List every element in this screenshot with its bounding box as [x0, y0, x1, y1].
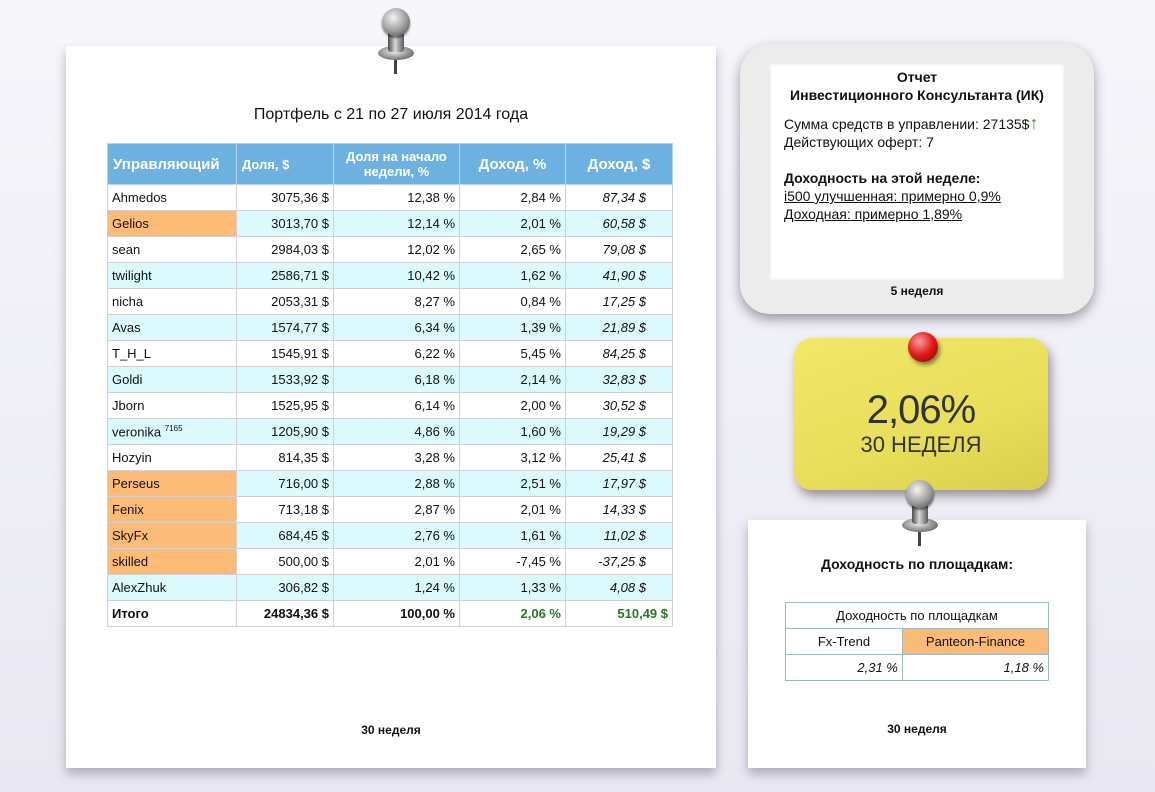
report-funds-line — [770, 114, 1064, 133]
portfolio-table — [107, 143, 673, 627]
cell-share: 684,45 $ — [237, 523, 334, 549]
cell-name — [108, 497, 237, 523]
platform-caption: Доходность по площадкам — [786, 603, 1049, 629]
manager-name: twilight — [112, 268, 152, 283]
cell-yield: 1,33 % — [460, 575, 566, 601]
platform-table — [785, 602, 1049, 681]
portfolio-sheet — [66, 46, 716, 768]
cell-share: 716,00 $ — [237, 471, 334, 497]
cell-yield: 2,01 % — [460, 211, 566, 237]
total-start: 100,00 % — [334, 601, 460, 627]
cell-start: 6,34 % — [334, 315, 460, 341]
cell-income: 17,25 $ — [566, 289, 673, 315]
col-header-income-usd: Доход, $ — [566, 144, 673, 185]
note-value: 2,06% — [866, 388, 976, 432]
manager-name: AlexZhuk — [112, 580, 167, 595]
table-total-row — [108, 601, 673, 627]
table-row — [108, 315, 673, 341]
report-income-line: Доходная: примерно 1,89% — [784, 206, 963, 222]
manager-name: Perseus — [112, 476, 160, 491]
platform-week-label: 30 неделя — [887, 722, 947, 736]
platform-title: Доходность по площадкам: — [820, 556, 1014, 572]
cell-share: 3075,36 $ — [237, 185, 334, 211]
cell-yield: -7,45 % — [460, 549, 566, 575]
cell-start: 2,01 % — [334, 549, 460, 575]
cell-income: 25,41 $ — [566, 445, 673, 471]
cell-yield: 1,60 % — [460, 419, 566, 445]
cell-share: 1205,90 $ — [237, 419, 334, 445]
cell-income: 79,08 $ — [566, 237, 673, 263]
total-name: Итого — [108, 601, 237, 627]
table-row — [108, 341, 673, 367]
manager-name: Fenix — [112, 502, 144, 517]
pushpin-icon — [374, 8, 418, 76]
manager-name: T_H_L — [112, 346, 152, 361]
cell-yield: 2,01 % — [460, 497, 566, 523]
report-title-2: Инвестиционного Консультанта (ИК) — [790, 87, 1044, 103]
table-row — [108, 445, 673, 471]
cell-name — [108, 393, 237, 419]
manager-name: skilled — [112, 554, 149, 569]
cell-income: 60,58 $ — [566, 211, 673, 237]
cell-income: -37,25 $ — [566, 549, 673, 575]
cell-income: 4,08 $ — [566, 575, 673, 601]
manager-name: Goldi — [112, 372, 143, 387]
total-yield: 2,06 % — [460, 601, 566, 627]
report-funds: Сумма средств в управлении: 27135$ — [784, 116, 1030, 132]
cell-income: 17,97 $ — [566, 471, 673, 497]
table-row — [108, 549, 673, 575]
table-row — [108, 419, 673, 445]
table-row — [108, 471, 673, 497]
cell-yield: 2,51 % — [460, 471, 566, 497]
cell-name — [108, 471, 237, 497]
cell-share: 2053,31 $ — [237, 289, 334, 315]
manager-name: Gelios — [112, 216, 149, 231]
manager-name: Hozyin — [112, 450, 152, 465]
cell-name — [108, 211, 237, 237]
manager-name: SkyFx — [112, 528, 149, 543]
cell-income: 21,89 $ — [566, 315, 673, 341]
cell-start: 6,18 % — [334, 367, 460, 393]
cell-yield: 1,61 % — [460, 523, 566, 549]
cell-yield: 0,84 % — [460, 289, 566, 315]
cell-name — [108, 419, 237, 445]
up-arrow-icon: ↑ — [1029, 113, 1039, 133]
col-header-yield-percent: Доход, % — [460, 144, 566, 185]
report-week-yield-title: Доходность на этой неделе: — [784, 170, 981, 186]
cell-yield: 2,65 % — [460, 237, 566, 263]
cell-start: 4,86 % — [334, 419, 460, 445]
report-title-1: Отчет — [896, 69, 938, 85]
platform-value-fxtrend: 2,31 % — [786, 655, 903, 681]
platform-name-fxtrend: Fx-Trend — [786, 629, 903, 655]
cell-start: 8,27 % — [334, 289, 460, 315]
table-row — [108, 497, 673, 523]
cell-start: 10,42 % — [334, 263, 460, 289]
cell-name — [108, 575, 237, 601]
total-share: 24834,36 $ — [237, 601, 334, 627]
cell-name — [108, 445, 237, 471]
report-week-label: 5 неделя — [890, 284, 944, 298]
portfolio-body — [108, 185, 673, 627]
cell-start: 2,87 % — [334, 497, 460, 523]
cell-start: 12,38 % — [334, 185, 460, 211]
cell-start: 2,76 % — [334, 523, 460, 549]
table-row — [108, 211, 673, 237]
manager-name: Ahmedos — [112, 190, 167, 205]
cell-start: 3,28 % — [334, 445, 460, 471]
col-header-share: Доля, $ — [237, 144, 334, 185]
cell-income: 87,34 $ — [566, 185, 673, 211]
cell-share: 713,18 $ — [237, 497, 334, 523]
table-row — [108, 523, 673, 549]
pushpin-icon — [898, 480, 942, 548]
cell-share: 1574,77 $ — [237, 315, 334, 341]
manager-name: veronika — [112, 424, 162, 440]
cell-share: 1533,92 $ — [237, 367, 334, 393]
manager-id-superscript: 7165 — [164, 423, 183, 433]
cell-yield: 3,12 % — [460, 445, 566, 471]
cell-share: 306,82 $ — [237, 575, 334, 601]
table-row — [108, 289, 673, 315]
cell-yield: 2,84 % — [460, 185, 566, 211]
cell-share: 1525,95 $ — [237, 393, 334, 419]
note-week: 30 НЕДЕЛЯ — [860, 432, 982, 457]
cell-income: 14,33 $ — [566, 497, 673, 523]
table-row — [108, 393, 673, 419]
cell-name — [108, 549, 237, 575]
cell-start: 2,88 % — [334, 471, 460, 497]
cell-start: 12,02 % — [334, 237, 460, 263]
manager-name: nicha — [112, 294, 144, 309]
table-row — [108, 263, 673, 289]
cell-start: 1,24 % — [334, 575, 460, 601]
portfolio-title: Портфель с 21 по 27 июля 2014 года — [253, 106, 529, 123]
cell-start: 6,14 % — [334, 393, 460, 419]
table-row — [108, 367, 673, 393]
table-row — [108, 185, 673, 211]
platform-sheet — [748, 520, 1086, 768]
cell-share: 500,00 $ — [237, 549, 334, 575]
platform-value-panteon: 1,18 % — [902, 655, 1048, 681]
report-offers: Действующих оферт: 7 — [784, 134, 934, 150]
cell-name — [108, 237, 237, 263]
cell-income: 11,02 $ — [566, 523, 673, 549]
cell-start: 12,14 % — [334, 211, 460, 237]
cell-income: 41,90 $ — [566, 263, 673, 289]
cell-name — [108, 315, 237, 341]
cell-share: 2586,71 $ — [237, 263, 334, 289]
red-pin-icon — [908, 332, 938, 362]
cell-income: 32,83 $ — [566, 367, 673, 393]
table-header-row — [108, 144, 673, 185]
manager-name: Jborn — [112, 398, 145, 413]
cell-name — [108, 367, 237, 393]
cell-name — [108, 185, 237, 211]
platform-name-panteon: Panteon-Finance — [902, 629, 1048, 655]
total-income: 510,49 $ — [566, 601, 673, 627]
cell-share: 3013,70 $ — [237, 211, 334, 237]
cell-income: 30,52 $ — [566, 393, 673, 419]
cell-share: 1545,91 $ — [237, 341, 334, 367]
report-i500: i500 улучшенная: примерно 0,9% — [784, 188, 1001, 204]
cell-share: 2984,03 $ — [237, 237, 334, 263]
week-label: 30 неделя — [361, 723, 421, 737]
col-header-start-share: Доля на начало недели, % — [334, 144, 460, 185]
cell-income: 84,25 $ — [566, 341, 673, 367]
cell-yield: 1,39 % — [460, 315, 566, 341]
cell-yield: 2,14 % — [460, 367, 566, 393]
cell-share: 814,35 $ — [237, 445, 334, 471]
manager-name: sean — [112, 242, 141, 257]
cell-start: 6,22 % — [334, 341, 460, 367]
cell-yield: 5,45 % — [460, 341, 566, 367]
cell-name — [108, 341, 237, 367]
col-header-manager: Управляющий — [108, 144, 237, 185]
table-row — [108, 237, 673, 263]
report-card — [740, 44, 1094, 314]
table-row — [108, 575, 673, 601]
cell-yield: 1,62 % — [460, 263, 566, 289]
cell-name — [108, 523, 237, 549]
cell-income: 19,29 $ — [566, 419, 673, 445]
manager-name: Avas — [112, 320, 141, 335]
cell-name — [108, 263, 237, 289]
cell-yield: 2,00 % — [460, 393, 566, 419]
cell-name — [108, 289, 237, 315]
